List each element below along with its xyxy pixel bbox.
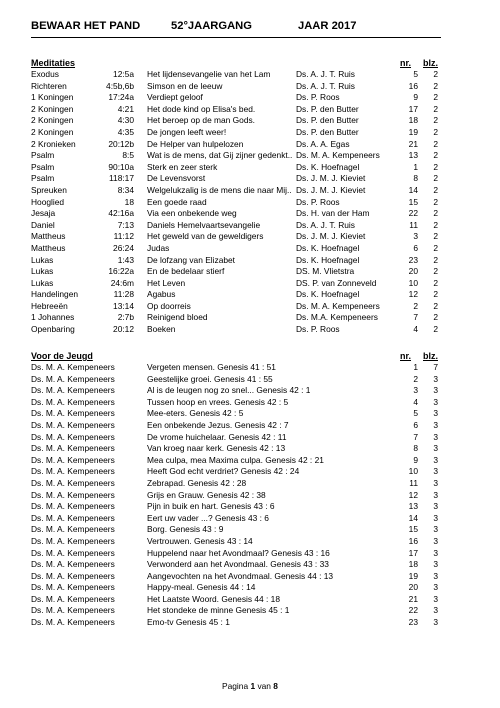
- jeugd-row: [31, 385, 441, 397]
- jeugd-row: [31, 594, 441, 606]
- meditatie-title: Judas: [147, 242, 170, 253]
- bible-book: 2 Koningen: [31, 115, 74, 126]
- page-number: 2: [433, 184, 438, 195]
- page-number: 3: [433, 582, 438, 593]
- issue-number: 2: [413, 300, 418, 311]
- bible-book: Richteren: [31, 80, 67, 91]
- author: Ds. J. M. J. Kieviet: [296, 231, 366, 242]
- issue-number: 19: [408, 570, 418, 581]
- jeugd-row: [31, 559, 441, 571]
- meditatie-title: Reinigend bloed: [147, 312, 208, 323]
- page-number: 3: [433, 570, 438, 581]
- bible-book: Psalm: [31, 161, 55, 172]
- page-number: 2: [433, 150, 438, 161]
- author: Ds. M. A. Kempeneers: [31, 454, 115, 465]
- page-number: 3: [433, 489, 438, 500]
- author: Ds. M. A. Kempeneers: [31, 408, 115, 419]
- page-number: 3: [433, 477, 438, 488]
- footer-middle: van: [257, 681, 271, 691]
- bible-book: Mattheus: [31, 242, 66, 253]
- volume-label: 52°JAARGANG: [171, 20, 252, 32]
- page-number: 3: [433, 419, 438, 430]
- bible-reference: 16:22a: [108, 266, 134, 277]
- bible-book: Lukas: [31, 277, 54, 288]
- page-number: 2: [433, 208, 438, 219]
- jeugd-title: Al is de leugen nog zo snel... Genesis 42 : 1: [147, 385, 311, 396]
- bible-book: Lukas: [31, 266, 54, 277]
- meditatie-row: [31, 289, 441, 301]
- jeugd-row: [31, 443, 441, 455]
- bible-book: Exodus: [31, 69, 59, 79]
- jeugd-nr-header: nr.: [400, 351, 412, 361]
- jeugd-title: Vertrouwen. Genesis 43 : 14: [147, 535, 253, 546]
- jeugd-row: [31, 513, 441, 525]
- author: DS. P. van Zonneveld: [296, 277, 377, 288]
- page-number: 2: [433, 312, 438, 323]
- issue-number: 9: [413, 454, 418, 465]
- author: Ds. M. A. Kempeneers: [31, 396, 115, 407]
- jeugd-title: Mea culpa, mea Maxima culpa. Genesis 42 : 21: [147, 454, 324, 465]
- jeugd-row: [31, 582, 441, 594]
- bible-reference: 1:43: [117, 254, 134, 265]
- jeugd-row: [31, 362, 441, 374]
- jeugd-row: [31, 571, 441, 583]
- jeugd-row: [31, 605, 441, 617]
- issue-number: 13: [408, 150, 418, 161]
- page-number: 7: [433, 362, 438, 372]
- author: Ds. M. A. Kempeneers: [31, 477, 115, 488]
- author: Ds. P. Roos: [296, 324, 340, 335]
- author: Ds. M. A. Kempeneers: [31, 431, 115, 442]
- jeugd-title: Vergeten mensen. Genesis 41 : 51: [147, 362, 276, 372]
- bible-reference: 11:12: [113, 231, 134, 242]
- page-number: 2: [433, 277, 438, 288]
- issue-number: 20: [408, 582, 418, 593]
- author: Ds. M. A. Kempeneers: [31, 535, 115, 546]
- issue-number: 3: [413, 231, 418, 242]
- meditatie-row: [31, 197, 441, 209]
- author: Ds. J. M. J. Kieviet: [296, 173, 366, 184]
- jeugd-title: Het stondeke de minne Genesis 45 : 1: [147, 605, 290, 616]
- footer-total-pages: 8: [273, 681, 278, 691]
- author: Ds. M. A. Kempeneers: [31, 373, 115, 384]
- jeugd-title: Zebrapad. Genesis 42 : 28: [147, 477, 247, 488]
- author: Ds. M. A. Kempeneers: [31, 501, 115, 512]
- page-number: 2: [433, 231, 438, 242]
- issue-number: 8: [413, 173, 418, 184]
- jeugd-blz-header: blz.: [423, 351, 438, 361]
- jeugd-row: [31, 420, 441, 432]
- author: DS. M. Vlietstra: [296, 266, 355, 277]
- meditatie-title: De jongen leeft weer!: [147, 126, 227, 137]
- issue-number: 12: [408, 289, 418, 300]
- author: Ds. M. A. Kempeneers: [31, 559, 115, 570]
- page-number: 2: [433, 289, 438, 300]
- bible-book: Openbaring: [31, 324, 75, 335]
- meditatie-title: Daniels Hemelvaartsevangelie: [147, 219, 261, 230]
- page-number: 3: [433, 617, 438, 628]
- meditatie-row: [31, 185, 441, 197]
- magazine-title: BEWAAR HET PAND: [31, 20, 141, 32]
- issue-number: 21: [408, 593, 418, 604]
- meditatie-title: De lofzang van Elizabet: [147, 254, 235, 265]
- page-number: 2: [433, 92, 438, 103]
- issue-number: 12: [408, 489, 418, 500]
- bible-book: 2 Koningen: [31, 126, 74, 137]
- author: Ds. A. J. T. Ruis: [296, 69, 355, 79]
- author: Ds. M. A. Kempeneers: [31, 570, 115, 581]
- meditaties-table: [31, 69, 441, 336]
- jeugd-row: [31, 501, 441, 513]
- bible-book: Spreuken: [31, 184, 67, 195]
- issue-number: 17: [408, 547, 418, 558]
- author: Ds. K. Hoefnagel: [296, 161, 360, 172]
- jeugd-row: [31, 524, 441, 536]
- jeugd-title: Aangevochten na het Avondmaal. Genesis 44 : 13: [147, 570, 334, 581]
- meditatie-title: De Levensvorst: [147, 173, 206, 184]
- page-footer: [0, 681, 500, 691]
- bible-reference: 4:30: [117, 115, 134, 126]
- page-number: 3: [433, 501, 438, 512]
- author: Ds. P. den Butter: [296, 103, 359, 114]
- issue-number: 20: [408, 266, 418, 277]
- jeugd-row: [31, 408, 441, 420]
- meditatie-title: Het lijdensevangelie van het Lam: [147, 69, 271, 79]
- jeugd-row: [31, 466, 441, 478]
- meditatie-title: Het dode kind op Elisa's bed.: [147, 103, 256, 114]
- jeugd-row: [31, 397, 441, 409]
- page-number: 2: [433, 138, 438, 149]
- issue-number: 17: [408, 103, 418, 114]
- bible-book: 1 Johannes: [31, 312, 75, 323]
- bible-book: Hooglied: [31, 196, 65, 207]
- jeugd-row: [31, 490, 441, 502]
- page-number: 2: [433, 254, 438, 265]
- meditatie-row: [31, 278, 441, 290]
- meditatie-row: [31, 255, 441, 267]
- meditatie-row: [31, 127, 441, 139]
- bible-reference: 8:34: [117, 184, 134, 195]
- meditatie-title: Sterk en zeer sterk: [147, 161, 218, 172]
- meditatie-row: [31, 220, 441, 232]
- jeugd-title: Grijs en Grauw. Genesis 42 : 38: [147, 489, 266, 500]
- meditatie-title: Agabus: [147, 289, 176, 300]
- author: Ds. M. A. Kempeneers: [31, 524, 115, 535]
- issue-number: 7: [413, 312, 418, 323]
- meditatie-row: [31, 324, 441, 336]
- jeugd-title: Heeft God echt verdriet? Genesis 42 : 24: [147, 466, 300, 477]
- page-number: 3: [433, 524, 438, 535]
- author: Ds. A. J. T. Ruis: [296, 219, 355, 230]
- meditatie-row: [31, 150, 441, 162]
- page-number: 3: [433, 385, 438, 396]
- author: Ds. M. A. Kempeneers: [31, 547, 115, 558]
- issue-number: 15: [408, 524, 418, 535]
- jeugd-row: [31, 374, 441, 386]
- issue-number: 16: [408, 535, 418, 546]
- issue-number: 5: [413, 69, 418, 79]
- author: Ds. P. den Butter: [296, 115, 359, 126]
- meditaties-title: Meditaties: [31, 58, 76, 68]
- bible-reference: 13:14: [113, 300, 134, 311]
- issue-number: 3: [413, 385, 418, 396]
- issue-number: 16: [408, 80, 418, 91]
- jeugd-title: Mee-eters. Genesis 42 : 5: [147, 408, 244, 419]
- page-number: 2: [433, 80, 438, 91]
- bible-book: Lukas: [31, 254, 54, 265]
- issue-number: 18: [408, 559, 418, 570]
- jeugd-row: [31, 478, 441, 490]
- jeugd-row: [31, 617, 441, 629]
- author: Ds. K. Hoefnagel: [296, 289, 360, 300]
- meditatie-row: [31, 243, 441, 255]
- meditatie-row: [31, 115, 441, 127]
- bible-reference: 118:17: [109, 173, 134, 184]
- page-number: 3: [433, 593, 438, 604]
- page-number: 3: [433, 408, 438, 419]
- page-number: 2: [433, 324, 438, 335]
- page-number: 3: [433, 396, 438, 407]
- page-number: 3: [433, 443, 438, 454]
- header-divider: [31, 37, 441, 38]
- bible-book: Daniel: [31, 219, 55, 230]
- issue-number: 2: [413, 373, 418, 384]
- page-number: 3: [433, 535, 438, 546]
- author: Ds. M. A. Kempeneers: [31, 593, 115, 604]
- bible-reference: 26:24: [113, 242, 134, 253]
- author: Ds. M. A. Kempeneers: [31, 419, 115, 430]
- author: Ds. M. A. Kempeneers: [31, 466, 115, 477]
- meditatie-row: [31, 312, 441, 324]
- bible-book: Jesaja: [31, 208, 56, 219]
- meditatie-title: Verdiept geloof: [147, 92, 203, 103]
- issue-number: 15: [408, 196, 418, 207]
- issue-number: 1: [413, 362, 418, 372]
- footer-prefix: Pagina: [222, 681, 249, 691]
- issue-number: 10: [408, 277, 418, 288]
- jeugd-row: [31, 455, 441, 467]
- page-number: 2: [433, 115, 438, 126]
- issue-number: 11: [409, 477, 418, 488]
- meditatie-title: Op doorreis: [147, 300, 191, 311]
- jeugd-row: [31, 548, 441, 560]
- bible-reference: 17:24a: [108, 92, 134, 103]
- page-number: 2: [433, 219, 438, 230]
- jeugd-row: [31, 536, 441, 548]
- issue-number: 14: [408, 512, 418, 523]
- bible-book: 2 Koningen: [31, 103, 74, 114]
- page-number: 2: [433, 161, 438, 172]
- jeugd-title: Tussen hoop en vrees. Genesis 42 : 5: [147, 396, 289, 407]
- meditaties-nr-header: nr.: [400, 58, 412, 68]
- issue-number: 22: [408, 208, 418, 219]
- page-number: 2: [433, 242, 438, 253]
- author: Ds. K. Hoefnagel: [296, 254, 360, 265]
- jeugd-title: De vrome huichelaar. Genesis 42 : 11: [147, 431, 287, 442]
- issue-number: 6: [413, 419, 418, 430]
- meditatie-row: [31, 266, 441, 278]
- meditatie-row: [31, 208, 441, 220]
- page-number: 3: [433, 373, 438, 384]
- author: Ds. M. A. Kempeneers: [31, 617, 115, 628]
- meditatie-row: [31, 139, 441, 151]
- bible-reference: 8:5: [122, 150, 134, 161]
- issue-number: 22: [408, 605, 418, 616]
- meditatie-title: Het beroep op de man Gods.: [147, 115, 256, 126]
- issue-number: 14: [408, 184, 418, 195]
- issue-number: 9: [413, 92, 418, 103]
- jeugd-title: Eert uw vader ...? Genesis 43 : 6: [147, 512, 269, 523]
- jeugd-title: Voor de Jeugd: [31, 351, 93, 361]
- meditaties-blz-header: blz.: [423, 58, 438, 68]
- bible-reference: 42:16a: [108, 208, 134, 219]
- jeugd-title: Het Laatste Woord. Genesis 44 : 18: [147, 593, 280, 604]
- author: Ds. M. A. Kempeneers: [296, 150, 380, 161]
- meditatie-title: Welgelukzalig is de mens die naar Mij..: [147, 184, 292, 195]
- page-number: 3: [433, 559, 438, 570]
- meditatie-title: Via een onbekende weg: [147, 208, 237, 219]
- bible-book: Psalm: [31, 173, 55, 184]
- bible-reference: 18: [124, 196, 134, 207]
- author: Ds. P. den Butter: [296, 126, 359, 137]
- meditatie-row: [31, 162, 441, 174]
- bible-book: Psalm: [31, 150, 55, 161]
- meditatie-title: En de bedelaar stierf: [147, 266, 225, 277]
- author: Ds. H. van der Ham: [296, 208, 370, 219]
- author: Ds. M. A. Kempeneers: [31, 582, 115, 593]
- page-number: 2: [433, 300, 438, 311]
- bible-book: Mattheus: [31, 231, 66, 242]
- issue-number: 18: [408, 115, 418, 126]
- issue-number: 5: [413, 408, 418, 419]
- meditatie-title: Boeken: [147, 324, 176, 335]
- jeugd-title: Emo-tv Genesis 45 : 1: [147, 617, 230, 628]
- issue-number: 19: [408, 126, 418, 137]
- issue-number: 7: [413, 431, 418, 442]
- meditatie-title: Een goede raad: [147, 196, 207, 207]
- issue-number: 10: [408, 466, 418, 477]
- issue-number: 21: [408, 138, 418, 149]
- author: Ds. M. A. Kempeneers: [31, 489, 115, 500]
- jeugd-title: Van kroeg naar kerk. Genesis 42 : 13: [147, 443, 286, 454]
- page-number: 3: [433, 466, 438, 477]
- bible-book: 2 Kronieken: [31, 138, 76, 149]
- meditatie-row: [31, 301, 441, 313]
- issue-number: 6: [413, 242, 418, 253]
- page-number: 2: [433, 103, 438, 114]
- page-number: 3: [433, 547, 438, 558]
- jeugd-title: Huppelend naar het Avondmaal? Genesis 43 : 16: [147, 547, 330, 558]
- bible-reference: 20:12: [113, 324, 134, 335]
- page-number: 2: [433, 266, 438, 277]
- author: Ds. M. A. Kempeneers: [31, 512, 115, 523]
- bible-reference: 90:10a: [108, 161, 134, 172]
- page-number: 2: [433, 173, 438, 184]
- author: Ds. P. Roos: [296, 196, 340, 207]
- bible-book: 1 Koningen: [31, 92, 74, 103]
- meditatie-row: [31, 104, 441, 116]
- bible-reference: 4:5b,6b: [106, 80, 134, 91]
- page-number: 2: [433, 69, 438, 79]
- page-number: 2: [433, 196, 438, 207]
- issue-number: 11: [409, 219, 418, 230]
- issue-number: 4: [413, 324, 418, 335]
- author: Ds. M. A. Kempeneers: [296, 300, 380, 311]
- meditatie-title: De Helper van hulpelozen: [147, 138, 244, 149]
- bible-book: Handelingen: [31, 289, 79, 300]
- author: Ds. M.A. Kempeneers: [296, 312, 378, 323]
- year-label: JAAR 2017: [298, 20, 357, 32]
- page-number: 3: [433, 605, 438, 616]
- bible-reference: 11:28: [113, 289, 134, 300]
- author: Ds. J. M. J. Kieviet: [296, 184, 366, 195]
- author: Ds. M. A. Kempeneers: [31, 443, 115, 454]
- meditatie-row: [31, 81, 441, 93]
- bible-reference: 12:5a: [113, 69, 134, 79]
- page-number: 3: [433, 431, 438, 442]
- bible-reference: 24:6m: [110, 277, 134, 288]
- issue-number: 23: [408, 254, 418, 265]
- author: Ds. K. Hoefnagel: [296, 242, 360, 253]
- issue-number: 4: [413, 396, 418, 407]
- jeugd-title: Een onbekende Jezus. Genesis 42 : 7: [147, 419, 289, 430]
- meditatie-row: [31, 231, 441, 243]
- jeugd-title: Verwonderd aan het Avondmaal. Genesis 43 : 33: [147, 559, 329, 570]
- bible-reference: 4:21: [117, 103, 134, 114]
- jeugd-title: Geestelijke groei. Genesis 41 : 55: [147, 373, 273, 384]
- page-number: 3: [433, 454, 438, 465]
- issue-number: 1: [413, 161, 418, 172]
- bible-book: Hebreeën: [31, 300, 68, 311]
- page-header: [31, 20, 441, 36]
- page-number: 3: [433, 512, 438, 523]
- jeugd-title: Borg. Genesis 43 : 9: [147, 524, 224, 535]
- jeugd-title: Pijn in buik en hart. Genesis 43 : 6: [147, 501, 275, 512]
- author: Ds. M. A. Kempeneers: [31, 385, 115, 396]
- jeugd-row: [31, 432, 441, 444]
- meditatie-title: Het geweld van de geweldigers: [147, 231, 264, 242]
- author: Ds. P. Roos: [296, 92, 340, 103]
- bible-reference: 4:35: [117, 126, 134, 137]
- meditatie-title: Het Leven: [147, 277, 186, 288]
- author: Ds. M. A. Kempeneers: [31, 362, 115, 372]
- meditatie-row: [31, 173, 441, 185]
- author: Ds. M. A. Kempeneers: [31, 605, 115, 616]
- meditatie-row: [31, 69, 441, 81]
- page-number: 2: [433, 126, 438, 137]
- author: Ds. A. J. T. Ruis: [296, 80, 355, 91]
- bible-reference: 2:7b: [117, 312, 134, 323]
- meditatie-row: [31, 92, 441, 104]
- footer-page-number: 1: [250, 681, 256, 691]
- jeugd-title: Happy-meal. Genesis 44 : 14: [147, 582, 256, 593]
- issue-number: 23: [408, 617, 418, 628]
- jeugd-table: [31, 362, 441, 629]
- author: Ds. A. A. Egas: [296, 138, 350, 149]
- meditatie-title: Wat is de mens, dat Gij zijner gedenkt..: [147, 150, 293, 161]
- issue-number: 8: [413, 443, 418, 454]
- bible-reference: 7:13: [117, 219, 134, 230]
- bible-reference: 20:12b: [108, 138, 134, 149]
- issue-number: 13: [408, 501, 418, 512]
- meditatie-title: Simson en de leeuw: [147, 80, 223, 91]
